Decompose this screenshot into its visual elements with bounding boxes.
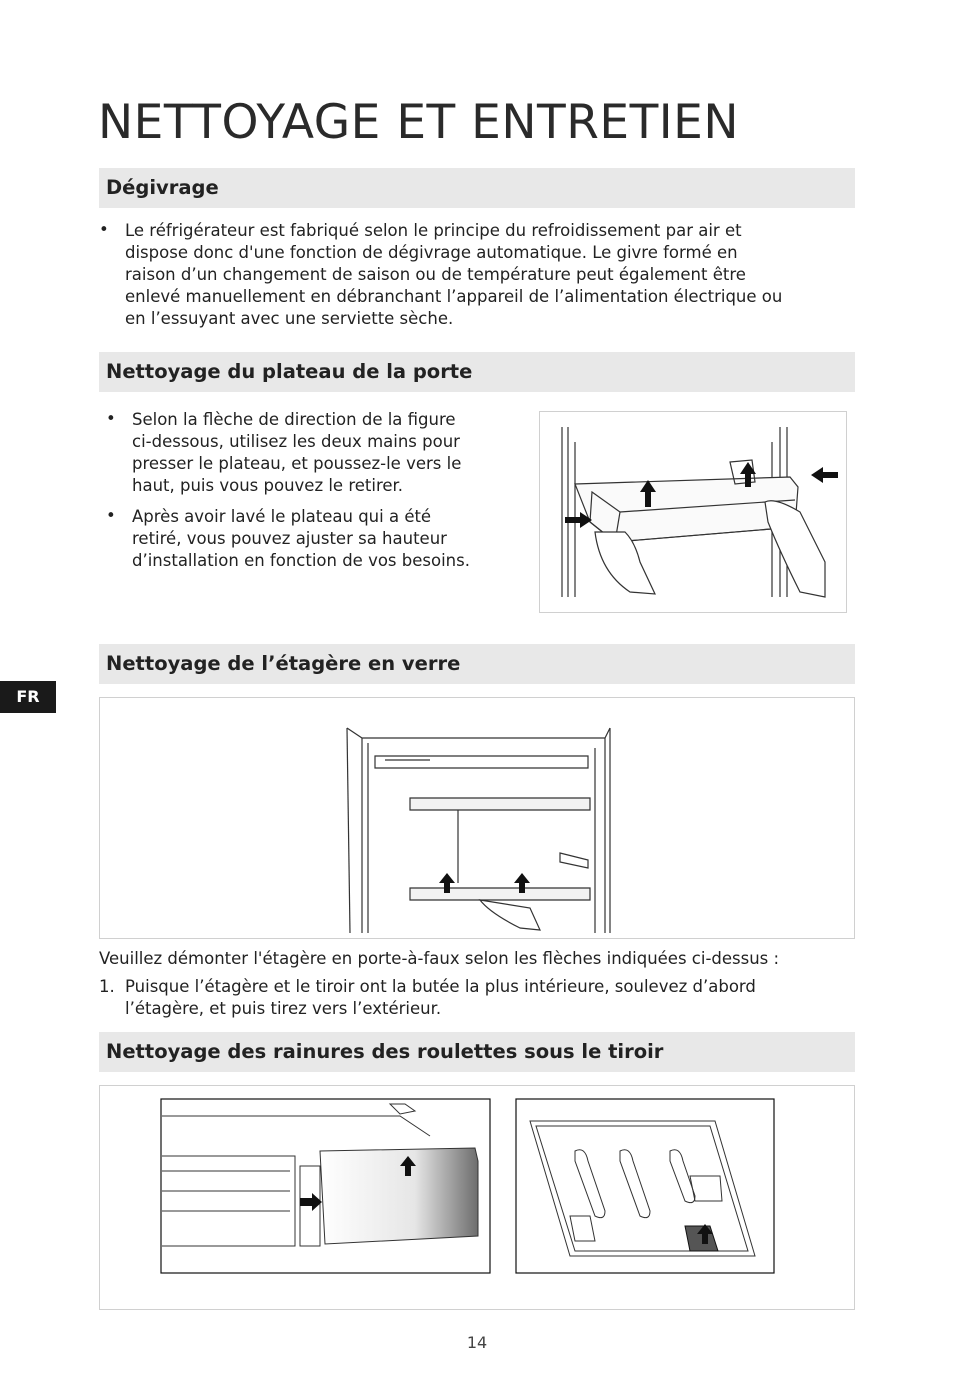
glass-shelf-step-1 [125, 976, 855, 1020]
text-line: Puisque l’étagère et le tiroir ont la butée la plus intérieure, soulevez d’abord [125, 977, 756, 996]
text-line: enlevé manuellement en débranchant l’appareil de l’alimentation électrique ou [125, 287, 783, 306]
text-line: l’étagère, et puis tirez vers l’extérieur. [125, 999, 442, 1018]
text-line: haut, puis vous pouvez le retirer. [132, 476, 404, 495]
section-heading-defrost-label: Dégivrage [106, 176, 219, 199]
glass-shelf-illustration [99, 697, 855, 939]
bullet-marker: • [106, 506, 116, 525]
drawer-grooves-illustration [99, 1085, 855, 1310]
text-line: ci-dessous, utilisez les deux mains pour [132, 432, 460, 451]
door-tray-illustration [539, 411, 847, 613]
text-line: dispose donc d'une fonction de dégivrage automatique. Le givre formé en [125, 243, 738, 262]
section-heading-glass-shelf-label: Nettoyage de l’étagère en verre [106, 652, 461, 675]
section-heading-door-tray [99, 352, 855, 392]
text-line: Le réfrigérateur est fabriqué selon le principe du refroidissement par air et [125, 221, 742, 240]
step-number: 1. [99, 977, 115, 996]
text-line: Selon la flèche de direction de la figure [132, 410, 456, 429]
section-heading-glass-shelf [99, 644, 855, 684]
text-line: retiré, vous pouvez ajuster sa hauteur [132, 529, 447, 548]
glass-shelf-intro: Veuillez démonter l'étagère en porte-à-faux selon les flèches indiquées ci-dessus : [99, 949, 780, 968]
section-heading-drawer-grooves-label: Nettoyage des rainures des roulettes sous le tiroir [106, 1040, 664, 1063]
section-heading-drawer-grooves [99, 1032, 855, 1072]
bullet-marker: • [106, 409, 116, 428]
text-line: d’installation en fonction de vos besoins. [132, 551, 470, 570]
door-tray-bullet-2 [132, 506, 522, 572]
language-tab: FR [0, 681, 56, 713]
bullet-marker: • [99, 220, 109, 239]
text-line: en l’essuyant avec une serviette sèche. [125, 309, 454, 328]
door-tray-bullet-1 [132, 409, 522, 497]
page-number: 14 [466, 1333, 488, 1352]
section-heading-door-tray-label: Nettoyage du plateau de la porte [106, 360, 473, 383]
text-line: presser le plateau, et poussez-le vers le [132, 454, 462, 473]
section-heading-defrost [99, 168, 855, 208]
text-line: raison d’un changement de saison ou de température peut également être [125, 265, 746, 284]
page-title: NETTOYAGE ET ENTRETIEN [98, 95, 740, 150]
defrost-paragraph [125, 220, 855, 330]
text-line: Après avoir lavé le plateau qui a été [132, 507, 432, 526]
